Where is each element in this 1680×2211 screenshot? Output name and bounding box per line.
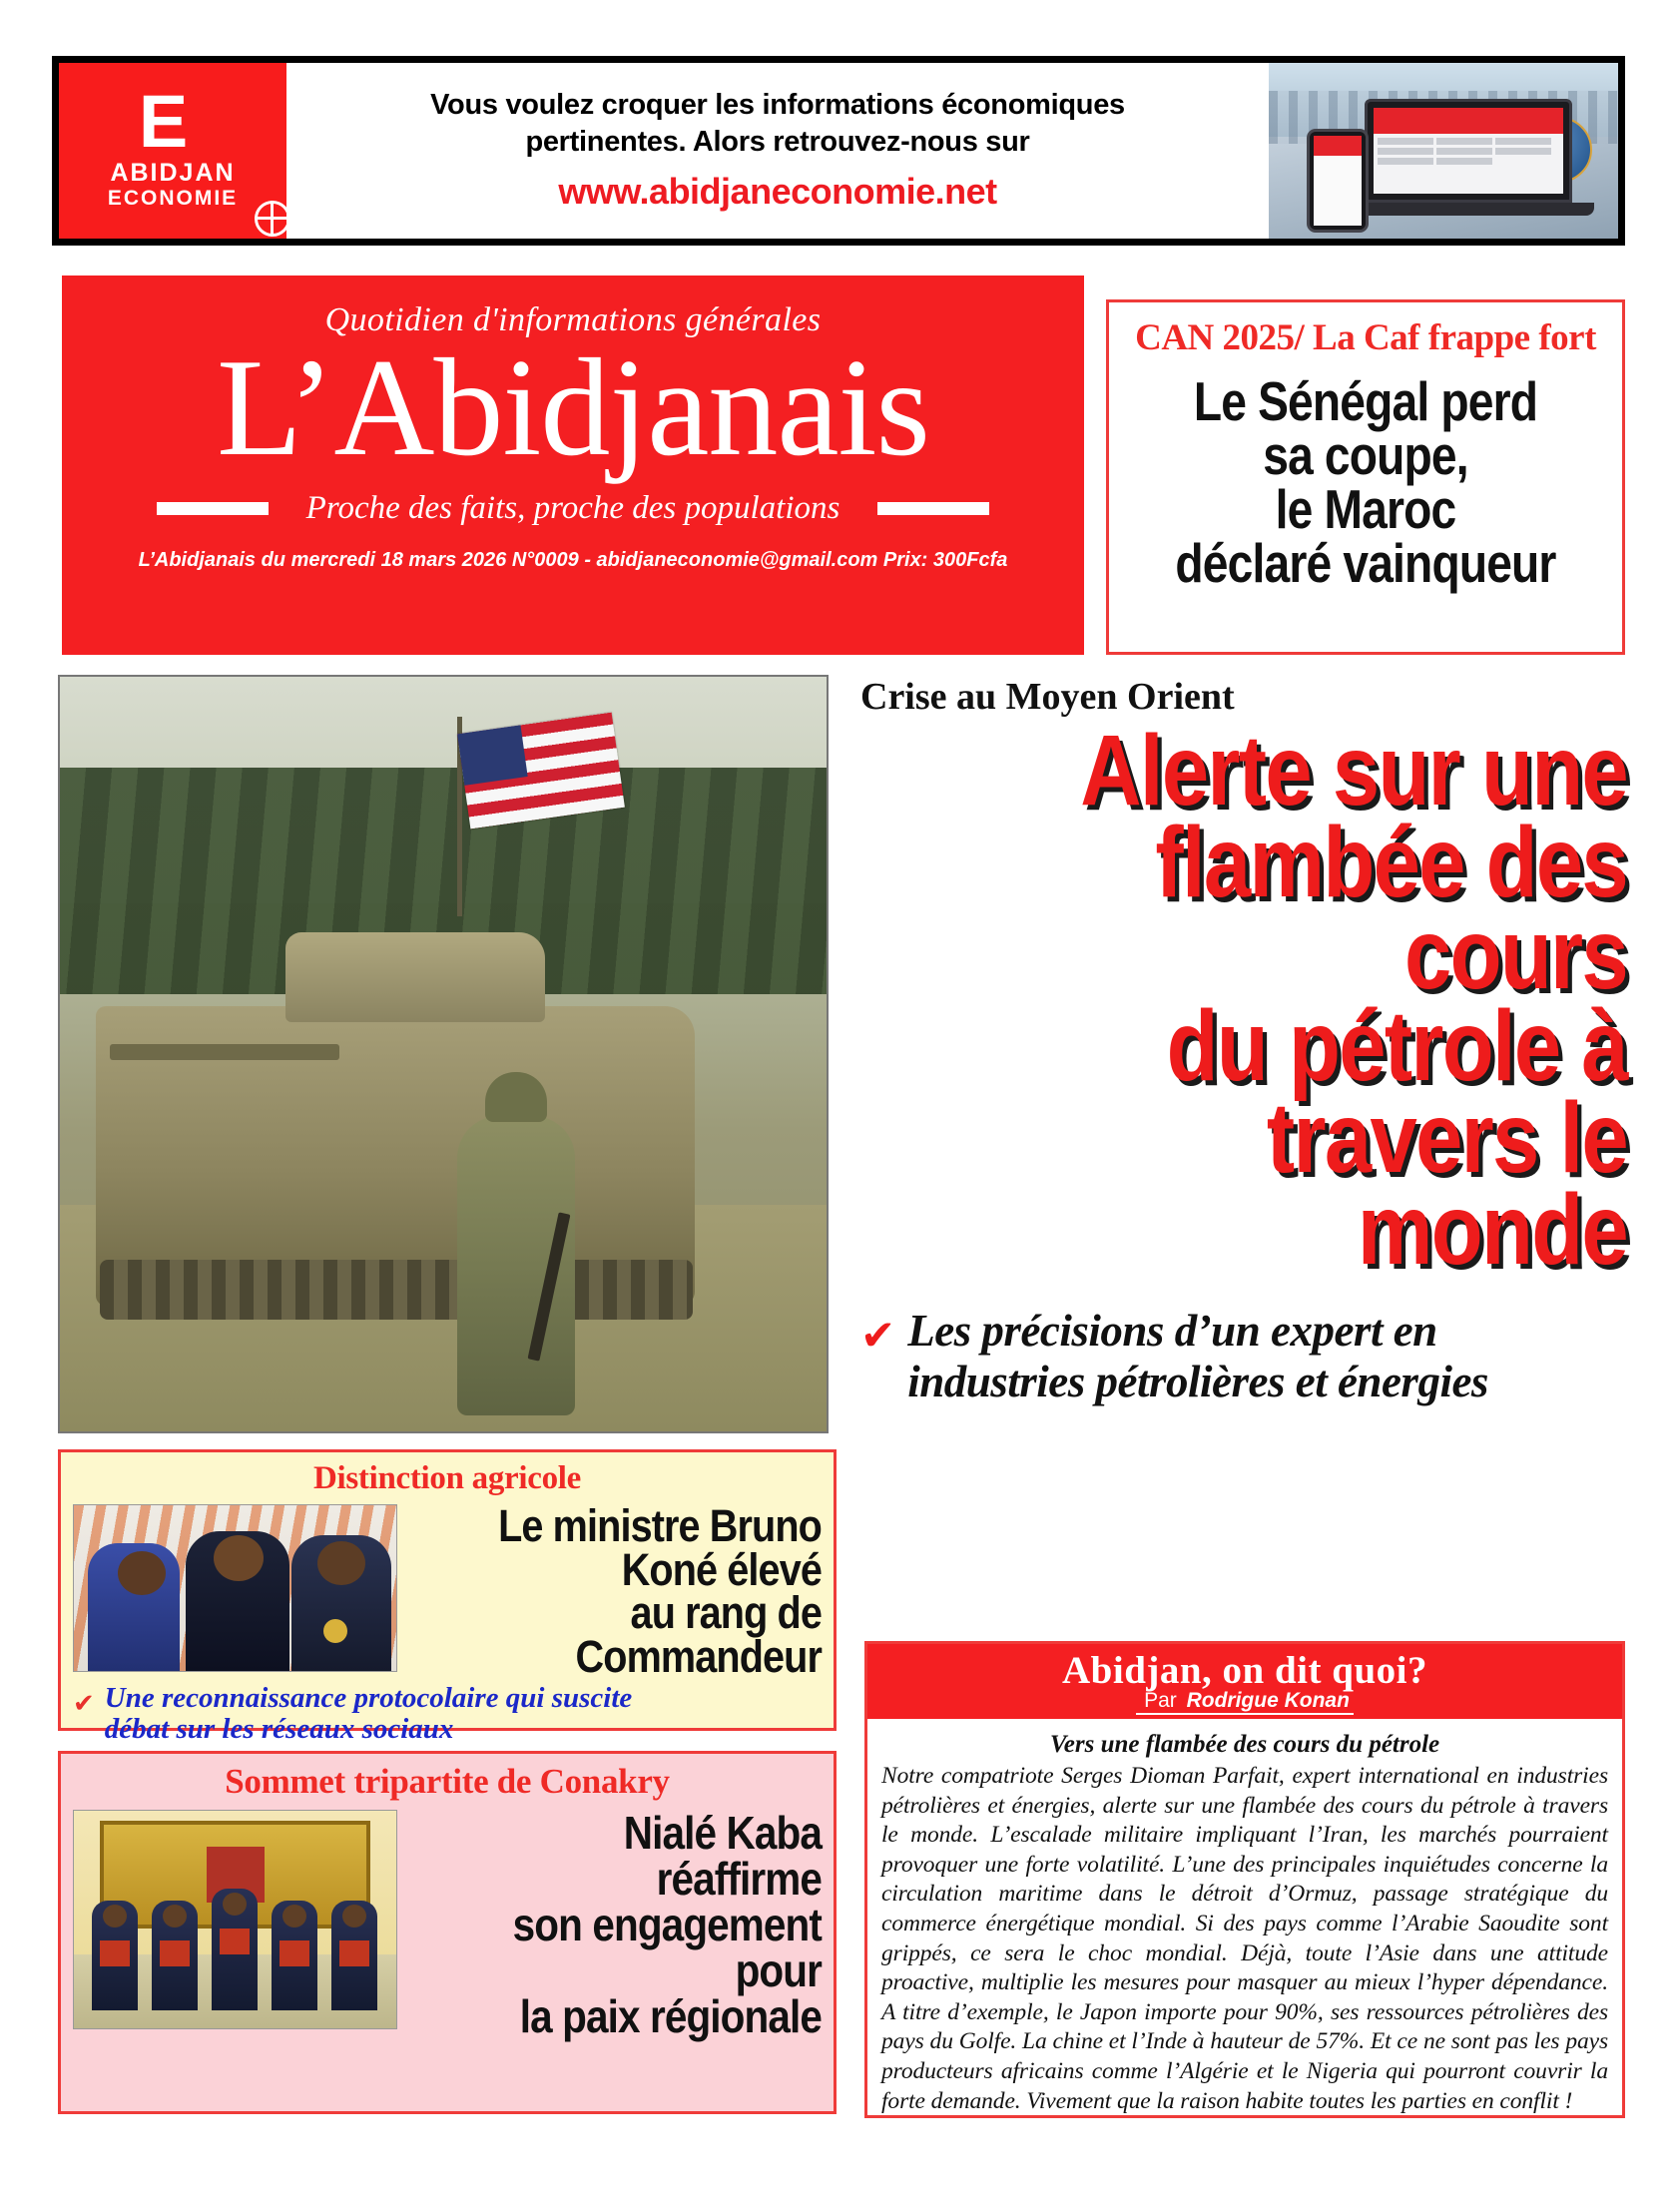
yellow-sub-line-1: Une reconnaissance protocolaire qui suscite	[104, 1681, 633, 1714]
lead-headline-line-4: travers le monde	[1266, 1082, 1627, 1286]
rule-left	[157, 502, 269, 515]
masthead-tagline-row	[62, 490, 1084, 527]
yellow-headline-line-4: Commandeur	[575, 1630, 822, 1682]
masthead-dateline: L’Abidjanais du mercredi 18 mars 2026 N°0009 - abidjaneconomie@gmail.com Prix: 300Fcfa	[138, 548, 1008, 571]
can-headline	[1155, 370, 1576, 594]
conakry-summit-photo	[73, 1810, 397, 2029]
can-headline-line-4: déclaré vainqueur	[1175, 531, 1556, 594]
lead-kicker: Crise au Moyen Orient	[860, 676, 1235, 718]
yellow-box-kicker: Distinction agricole	[312, 1460, 582, 1496]
lead-sub-line-2: industries pétrolières et énergies	[907, 1357, 1488, 1407]
opinion-author: Rodrigue Konan	[1186, 1689, 1350, 1712]
logo-word-economie: ECONOMIE	[107, 187, 239, 211]
yellow-sub-line-2: débat sur les réseaux sociaux	[104, 1712, 454, 1745]
lead-headline-line-2: flambée des cours	[1155, 807, 1627, 1010]
medal-icon	[323, 1619, 347, 1643]
banner-line-1: Vous voulez croquer les informations économiques	[430, 88, 1125, 121]
opinion-subtitle: Vers une flambée des cours du pétrole	[1049, 1731, 1440, 1758]
globe-icon	[255, 201, 290, 237]
masthead-kicker: Quotidien d'informations générales	[324, 301, 822, 338]
yellow-sub-text	[105, 1683, 632, 1746]
lead-story[interactable]	[860, 675, 1627, 1408]
opinion-header	[867, 1644, 1622, 1719]
pink-box-kicker: Sommet tripartite de Conakry	[225, 1762, 670, 1801]
banner-devices-photo	[1269, 63, 1618, 239]
pink-headline-line-2: son engagement pour	[512, 1899, 822, 1996]
can-kicker: CAN 2025/ La Caf frappe fort	[1135, 317, 1596, 358]
armored-vehicle	[96, 1006, 695, 1306]
yellow-headline-line-2: Koné élevé	[621, 1543, 822, 1595]
yellow-box-subheadline	[73, 1683, 822, 1746]
sommet-conakry-box[interactable]	[58, 1751, 837, 2114]
logo-word-abidjan: ABIDJAN	[110, 159, 236, 188]
can-headline-line-1: Le Sénégal perd	[1193, 370, 1538, 432]
logo-letter-e: E	[138, 79, 186, 163]
banner-line-2: pertinentes. Alors retrouvez-nous sur	[525, 126, 1030, 158]
opinion-by-label: Par	[1140, 1689, 1181, 1715]
opinion-body-text: Notre compatriote Serges Dioman Parfait, expert international en industries pétrolières et énergies, alerte sur une flambée des cours du pétrole à travers le monde. L’escalade militaire impliquant l’Iran, les marchés pourraient provoquer une forte volatilité. L’une des principales inquiétudes concerne la circulation maritime dans le détroit d’Ormuz, passage stratégique du commerce énergétique mondial. Si des pays comme l’Arabie Saoudite sont grippés, ce sera le choc mondial. Déjà, toute l’Asie dans une attitude proactive, multiplie les mesures pour masquer au mieux l’hyper dépendance. A titre d’exemple, le Japon importe pour 90%, ses ressources pétrolières des pays du Golfe. La chine et l’Inde à hauteur de 57%. Et ce ne sont pas les pays producteurs africains comme l’Algérie et le Nigeria qui pourront couvrir la forte demande. Vivement que la raison habite toutes les parties en conflit !	[881, 1763, 1608, 2114]
pink-box-headline	[459, 1807, 822, 2042]
lead-headline	[975, 715, 1627, 1286]
checkmark-icon: ✔	[860, 1314, 896, 1360]
top-banner-ad[interactable]	[52, 56, 1625, 246]
checkmark-icon: ✔	[73, 1688, 95, 1718]
lead-sub-line-1: Les précisions d’un expert en	[907, 1306, 1437, 1356]
lead-subheadline-text	[907, 1306, 1488, 1408]
masthead-tagline: Proche des faits, proche des populations	[305, 489, 840, 526]
lead-headline-line-3: du pétrole à	[1166, 990, 1627, 1102]
yellow-headline-line-1: Le ministre Bruno	[498, 1500, 822, 1551]
abidjan-economie-logo	[59, 63, 286, 239]
soldier-figure	[457, 1116, 575, 1415]
can-headline-line-3: le Maroc	[1275, 477, 1456, 540]
masthead	[62, 276, 1084, 655]
distinction-agricole-box[interactable]	[58, 1449, 837, 1745]
banner-website-url[interactable]: www.abidjaneconomie.net	[558, 171, 997, 213]
can-2025-teaser-box[interactable]	[1106, 299, 1625, 655]
lead-story-photo	[58, 675, 829, 1433]
pink-headline-line-3: la paix régionale	[519, 1990, 822, 2042]
can-headline-line-2: sa coupe,	[1263, 423, 1468, 486]
smartphone-illustration	[1307, 129, 1369, 233]
opinion-column-box[interactable]	[864, 1641, 1625, 2118]
rule-right	[877, 502, 989, 515]
banner-text-block	[286, 63, 1269, 239]
opinion-body	[867, 1719, 1622, 2124]
lead-headline-line-1: Alerte sur une	[1080, 715, 1627, 827]
opinion-byline	[867, 1689, 1622, 1713]
lead-subheadline	[860, 1306, 1627, 1408]
opinion-title: Abidjan, on dit quoi?	[1062, 1649, 1427, 1692]
newspaper-title: L’Abidjanais	[217, 330, 929, 485]
laptop-illustration	[1365, 99, 1572, 203]
yellow-headline-line-3: au rang de	[630, 1587, 822, 1639]
pink-headline-line-1: Nialé Kaba réaffirme	[623, 1807, 822, 1905]
yellow-box-headline	[459, 1500, 822, 1682]
bruno-kone-photo	[73, 1504, 397, 1672]
